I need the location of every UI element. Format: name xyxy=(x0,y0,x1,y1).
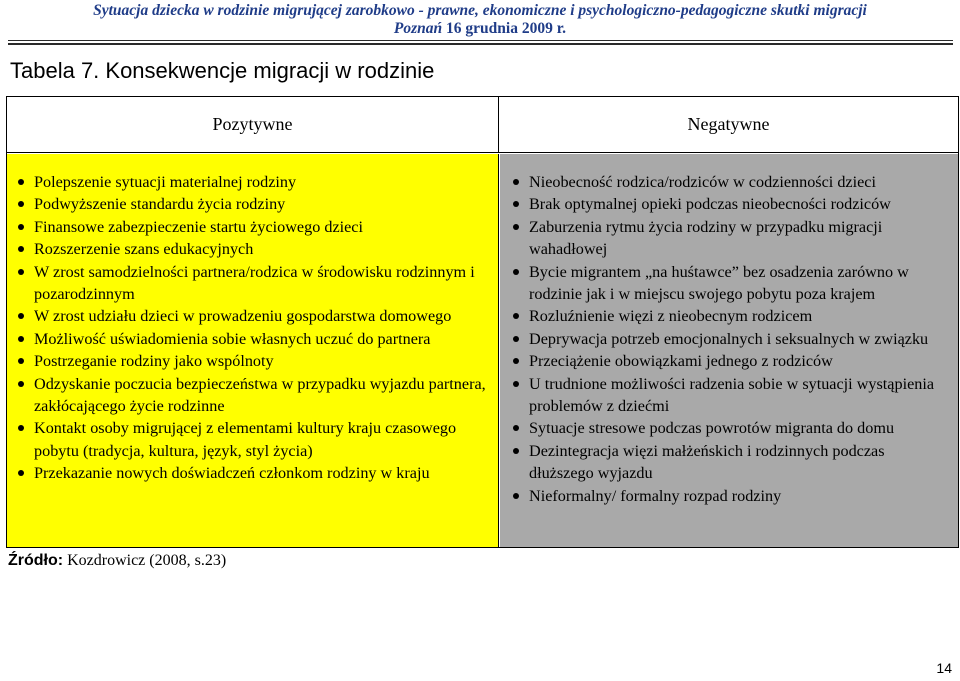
negative-item-text: Zaburzenia rytmu życia rodziny w przypadku migracji wahadłowej xyxy=(529,217,883,259)
positive-item-text: Finansowe zabezpieczenie startu życiowego dzieci xyxy=(34,217,363,236)
bullet-icon xyxy=(18,381,24,387)
negative-item-text: Bycie migrantem „na huśtawce” bez osadzenia zarówno w rodzinie jak i w miejscu swojego pobytu poza krajem xyxy=(529,262,909,304)
negative-column xyxy=(500,154,958,547)
header-title: Sytuacja dziecka w rodzinie migrującej zarobkowo - prawne, ekonomiczne i psychologiczno-pedagogiczne skutki migracji xyxy=(93,2,867,19)
positive-item-text: Kontakt osoby migrującej z elementami kultury kraju czasowego pobytu (tradycja, kultura, język, styl życia) xyxy=(34,419,457,460)
bullet-icon xyxy=(513,269,519,275)
negative-item xyxy=(507,193,958,215)
negative-item-text: Deprywacja potrzeb emocjonalnych i seksualnych w związku xyxy=(529,329,929,348)
positive-item xyxy=(12,305,498,327)
negative-item xyxy=(507,440,958,485)
bullet-icon xyxy=(513,201,519,207)
negative-item-text: Brak optymalnej opieki podczas nieobecności rodziców xyxy=(529,195,891,214)
negative-item xyxy=(507,261,958,306)
negative-item-text: U trudnione możliwości radzenia sobie w sytuacji wystąpienia problemów z dziećmi xyxy=(529,374,935,416)
table-caption: Tabela 7. Konsekwencje migracji w rodzinie xyxy=(10,58,435,83)
page-number: 14 xyxy=(936,660,952,676)
running-header xyxy=(0,2,960,38)
positive-item-text: Przekazanie nowych doświadczeń członkom rodziny w kraju xyxy=(34,464,430,483)
bullet-icon xyxy=(513,336,519,342)
negative-item xyxy=(507,216,958,261)
negative-item-text: Sytuacje stresowe podczas powrotów migranta do domu xyxy=(529,419,895,438)
positive-item-text: W zrost samodzielności partnera/rodzica w środowisku rodzinnym i pozarodzinnym xyxy=(34,262,475,304)
source-label: Źródło: xyxy=(8,552,64,569)
bullet-icon xyxy=(18,470,24,476)
bullet-icon xyxy=(513,179,519,185)
positive-item xyxy=(12,193,498,215)
negative-item xyxy=(507,328,958,350)
bullet-icon xyxy=(18,313,24,319)
bullet-icon xyxy=(18,336,24,342)
bullet-icon xyxy=(18,179,24,185)
positive-item xyxy=(12,373,498,418)
positive-item xyxy=(12,350,498,372)
header-rule-thin xyxy=(8,40,953,41)
header-location: Poznań xyxy=(393,20,443,37)
bullet-icon xyxy=(18,224,24,230)
bullet-icon xyxy=(18,269,24,275)
negative-item xyxy=(507,305,958,327)
positive-item xyxy=(12,216,498,238)
bullet-icon xyxy=(513,358,519,364)
positive-item-text: W zrost udziału dzieci w prowadzeniu gospodarstwa domowego xyxy=(34,307,452,326)
negative-item xyxy=(507,373,958,418)
negative-item-text: Przeciążenie obowiązkami jednego z rodziców xyxy=(529,352,833,371)
negative-item-text: Nieformalny/ formalny rozpad rodziny xyxy=(529,486,782,505)
positive-item xyxy=(12,417,498,462)
positive-item xyxy=(12,238,498,260)
bullet-icon xyxy=(513,224,519,230)
positive-item-text: Odzyskanie poczucia bezpieczeństwa w przypadku wyjazdu partnera, zakłócającego życie rodzinne xyxy=(34,374,486,416)
positive-item xyxy=(12,171,498,193)
bullet-icon xyxy=(18,201,24,207)
negative-item-text: Dezintegracja więzi małżeńskich i rodzinnych podczas dłuższego wyjazdu xyxy=(529,441,885,483)
header-rule-thick xyxy=(8,43,953,45)
source-note xyxy=(8,552,226,570)
consequences-table xyxy=(6,96,959,548)
column-header-positive: Pozytywne xyxy=(7,97,499,153)
positive-item-text: Rozszerzenie szans edukacyjnych xyxy=(34,240,254,259)
negative-item xyxy=(507,485,958,507)
bullet-icon xyxy=(18,358,24,364)
negative-list xyxy=(507,171,958,507)
positive-column xyxy=(7,154,499,547)
bullet-icon xyxy=(513,381,519,387)
negative-item-text: Nieobecność rodzica/rodziców w codzienności dzieci xyxy=(529,173,876,191)
bullet-icon xyxy=(513,493,519,499)
source-text: Kozdrowicz (2008, s.23) xyxy=(67,552,227,569)
negative-item xyxy=(507,417,958,439)
positive-item-text: Podwyższenie standardu życia rodziny xyxy=(34,195,286,214)
positive-item-text: Polepszenie sytuacji materialnej rodziny xyxy=(34,173,297,191)
header-date: 16 grudnia 2009 r. xyxy=(446,20,567,37)
positive-item xyxy=(12,462,498,484)
positive-item-text: Możliwość uświadomienia sobie własnych uczuć do partnera xyxy=(34,329,431,348)
header-place-date xyxy=(0,20,960,38)
bullet-icon xyxy=(18,246,24,252)
negative-item xyxy=(507,350,958,372)
bullet-icon xyxy=(513,448,519,454)
negative-item xyxy=(507,171,958,193)
bullet-icon xyxy=(513,425,519,431)
positive-item xyxy=(12,328,498,350)
bullet-icon xyxy=(513,313,519,319)
bullet-icon xyxy=(18,425,24,431)
column-header-negative: Negatywne xyxy=(499,97,958,153)
positive-item-text: Postrzeganie rodziny jako wspólnoty xyxy=(34,352,274,371)
positive-list xyxy=(12,171,498,485)
positive-item xyxy=(12,261,498,306)
negative-item-text: Rozluźnienie więzi z nieobecnym rodzicem xyxy=(529,307,813,326)
